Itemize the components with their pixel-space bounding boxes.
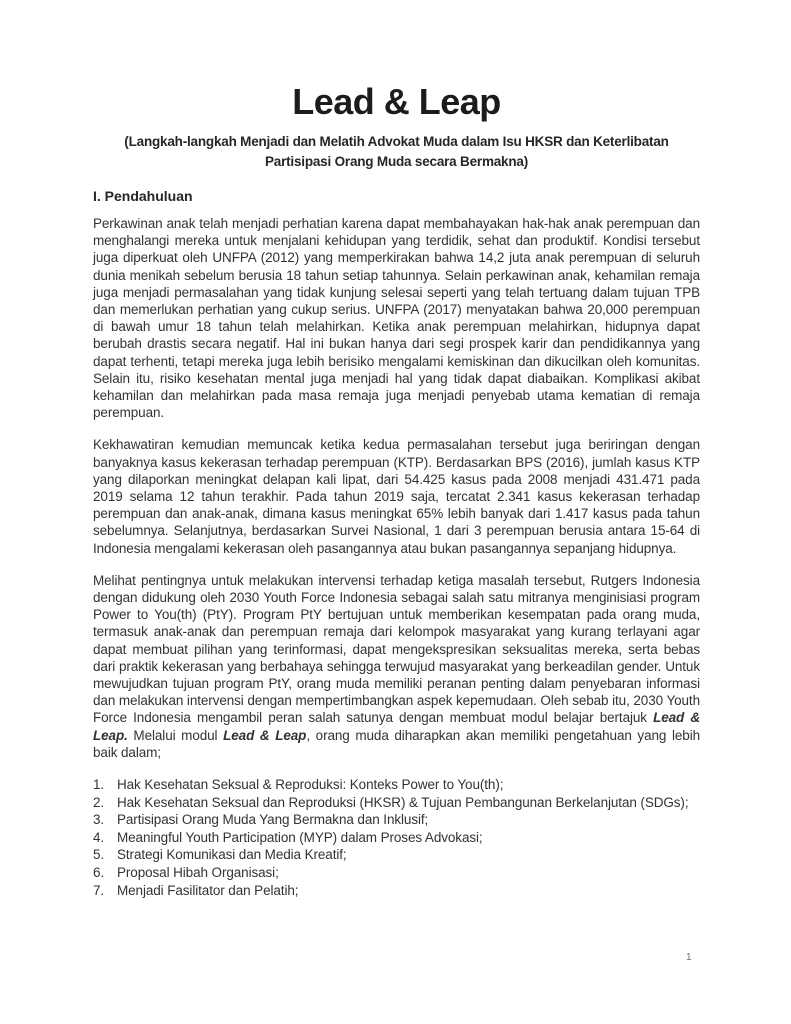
list-item-text: Hak Kesehatan Seksual dan Reproduksi (HKSR) & Tujuan Pembangunan Berkelanjutan (SDGs);	[117, 794, 689, 810]
list-item	[93, 776, 700, 794]
section-heading: I. Pendahuluan	[93, 188, 193, 204]
paragraph-3-text-3: , orang muda diharapkan akan memiliki pengetahuan yang lebih baik dalam;	[93, 727, 701, 760]
list-item	[93, 846, 700, 864]
list-item-text: Hak Kesehatan Seksual & Reproduksi: Konteks Power to You(th);	[117, 777, 504, 793]
list-item-text: Menjadi Fasilitator dan Pelatih;	[117, 882, 299, 898]
list-item-number: 4.	[93, 829, 105, 845]
paragraph-3-text-2: Melalui modul	[127, 727, 224, 743]
page-content	[93, 81, 701, 899]
list-item-text: Strategi Komunikasi dan Media Kreatif;	[117, 847, 347, 863]
paragraph-2: Kekhawatiran kemudian memuncak ketika kedua permasalahan tersebut juga beriringan dengan banyaknya kasus kekerasan terhadap perempuan (KTP). Berdasarkan BPS (2016), jumlah kasus KTP yang dilaporkan meningkat delapan kali lipat, dari 54.425 kasus pada 2008 menjadi 431.471 pada 2019 selama 12 tahun terakhir. Pada tahun 2019 saja, tercatat 2.341 kasus kekerasan terhadap perempuan dan anak-anak, dimana kasus meningkat 65% lebih banyak dari 1.417 kasus pada tahun sebelumnya. Selanjutnya, berdasarkan Survei Nasional, 1 dari 3 perempuan berusia antara 15-64 di Indonesia mengalami kekerasan oleh pasangannya atau bukan pasangannya sepanjang hidupnya.	[93, 437, 700, 556]
list-item-number: 6.	[93, 865, 105, 881]
list-item	[93, 829, 700, 847]
paragraph-1: Perkawinan anak telah menjadi perhatian karena dapat membahayakan hak-hak anak perempuan dan menghalangi mereka untuk menjalani kehidupan yang terdidik, sehat dan produktif. Kondisi tersebut juga diperkuat oleh UNFPA (2012) yang memperkirakan bahwa 14,2 juta anak perempuan di seluruh dunia menikah sebelum berusia 18 tahun setiap tahunnya. Selain perkawinan anak, kehamilan remaja juga menjadi permasalahan yang tidak kunjung selesai seperti yang telah tertuang dalam tujuan TPB dan memerlukan perhatian yang cukup serius. UNFPA (2017) menyatakan bahwa 20,000 perempuan di bawah umur 18 tahun telah melahirkan. Ketika anak perempuan melahirkan, hidupnya dapat berubah drastis secara negatif. Hal ini bukan hanya dari segi prospek karir dan pendidikannya yang dapat terhenti, tetapi mereka juga lebih berisiko mengalami kemiskinan dan dikucilkan oleh komunitas. Selain itu, risiko kesehatan mental juga menjadi hal yang tidak dapat diabaikan. Komplikasi akibat kehamilan dan melahirkan pada masa remaja juga menjadi penyebab utama kematian di remaja perempuan.	[93, 216, 700, 421]
lead-leap-emphasis-1: Lead & Leap.	[93, 710, 700, 743]
list-item-text: Meaningful Youth Participation (MYP) dalam Proses Advokasi;	[117, 829, 483, 845]
lead-leap-emphasis-2: Lead & Leap	[223, 727, 307, 743]
document-title: Lead & Leap	[292, 81, 501, 122]
list-item	[93, 864, 700, 882]
list-item	[93, 882, 700, 900]
list-item-number: 7.	[93, 882, 105, 898]
list-item	[93, 794, 700, 812]
paragraph-3	[93, 572, 700, 761]
document-subtitle: (Langkah-langkah Menjadi dan Melatih Advokat Muda dalam Isu HKSR dan Keterlibatan Partisipasi Orang Muda secara Bermakna)	[124, 134, 669, 169]
list-item-number: 5.	[93, 847, 105, 863]
list-item-number: 3.	[93, 812, 105, 828]
topics-list	[93, 776, 700, 899]
list-item-number: 2.	[93, 794, 105, 810]
paragraph-3-text-1: Melihat pentingnya untuk melakukan intervensi terhadap ketiga masalah tersebut, Rutgers Indonesia dengan didukung oleh 2030 Youth Force Indonesia sebagai salah satu mitranya menginisiasi program Power to You(th) (PtY). Program PtY bertujuan untuk memberikan kesempatan pada orang muda, termasuk anak-anak dan perempuan remaja dari kelompok masyarakat yang kurang terlayani agar dapat membuat pilihan yang terinformasi, dapat mengekspresikan seksualitas mereka, serta bebas dari praktik kekerasan yang berbahaya sehingga terwujud masyarakat yang berkeadilan gender. Untuk mewujudkan tujuan program PtY, orang muda memiliki peranan penting dalam penyebaran informasi dan melakukan intervensi dengan mempertimbangkan aspek kepemudaan. Oleh sebab itu, 2030 Youth Force Indonesia mengambil peran salah satunya dengan membuat modul belajar bertajuk	[93, 572, 700, 726]
list-item-text: Proposal Hibah Organisasi;	[117, 865, 279, 881]
list-item	[93, 811, 700, 829]
list-item-text: Partisipasi Orang Muda Yang Bermakna dan Inklusif;	[117, 812, 429, 828]
list-item-number: 1.	[93, 777, 105, 793]
page-number: 1	[686, 952, 692, 963]
